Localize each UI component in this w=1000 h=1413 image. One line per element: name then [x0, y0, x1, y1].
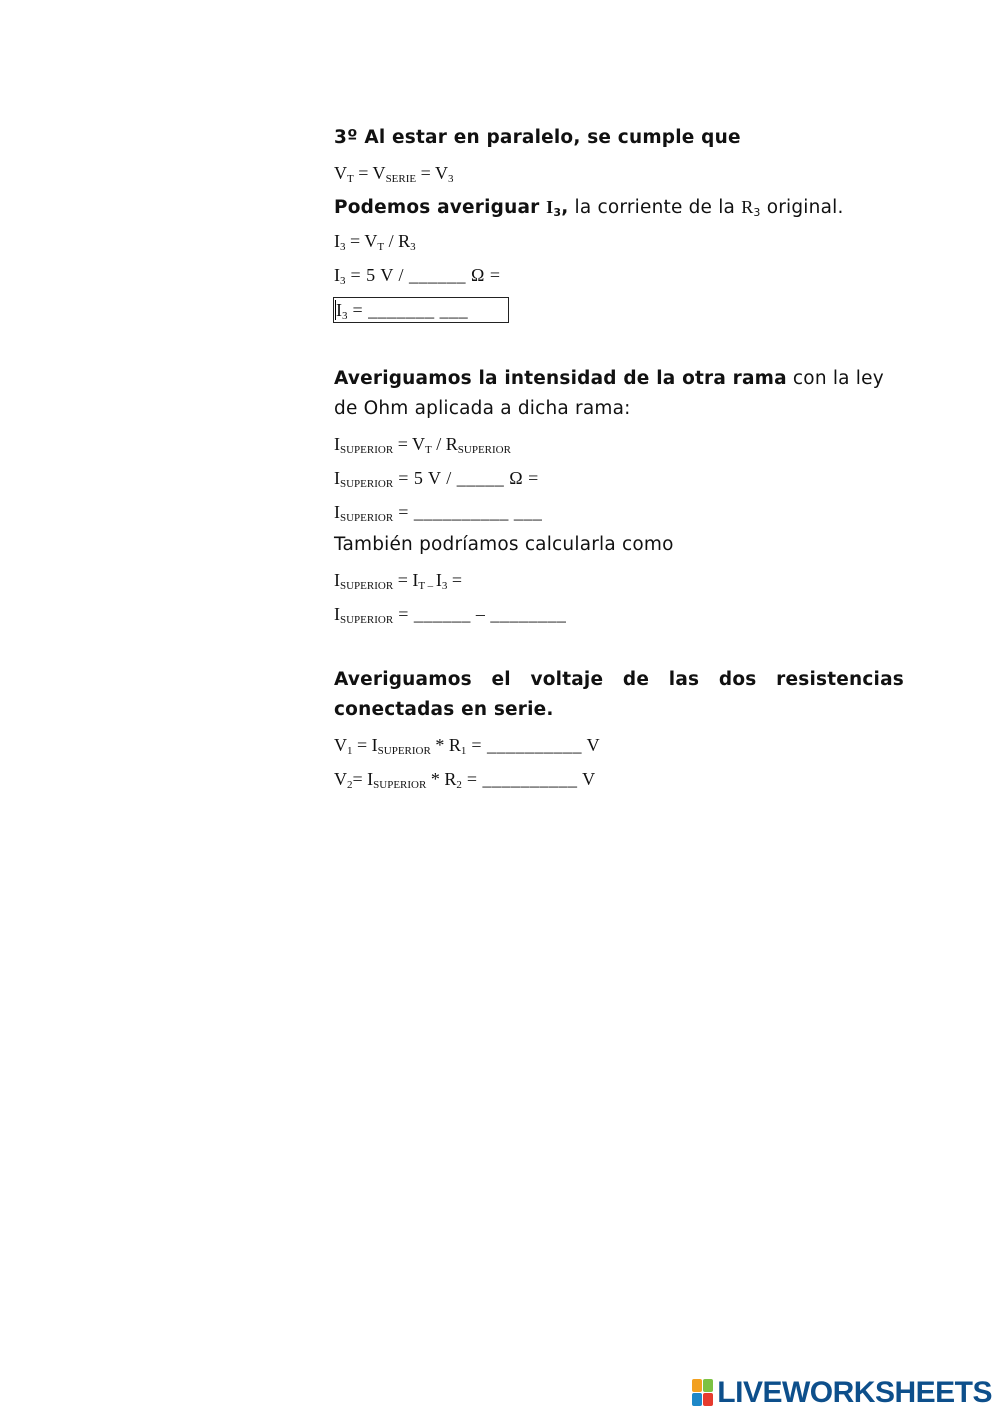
intro-sub: 3 [553, 206, 562, 219]
section2-eq-alt-formula [334, 569, 462, 591]
section2-alt-text: También podríamos calcularla como [334, 534, 674, 555]
eq-sub: 2 [347, 779, 353, 791]
intro-bold: Podemos averiguar [334, 197, 547, 218]
eq-text: I [334, 502, 340, 522]
blank-voltage-field[interactable]: = __________ V [466, 735, 601, 755]
section2-eq-result[interactable] [334, 501, 542, 523]
section1-intro [334, 196, 844, 219]
blank-answer: = _______ ___ [347, 300, 469, 320]
eq-text: = [447, 570, 463, 590]
eq-sub: 3 [340, 275, 346, 287]
eq-sub: 3 [340, 241, 346, 253]
section3-eq-v1[interactable] [334, 734, 600, 756]
intro-rest: la corriente de la [568, 197, 742, 218]
eq-sub: 2 [456, 779, 462, 791]
eq-sub: 1 [460, 745, 467, 757]
eq-text: = V [393, 434, 426, 454]
intro-end: original. [760, 197, 844, 218]
eq-sub: SUPERIOR [340, 444, 394, 456]
blank-subtraction-field[interactable]: = ______ – ________ [393, 604, 567, 624]
section1-eq-vt [334, 162, 453, 184]
logo-text: LIVEWORKSHEETS [717, 1376, 992, 1409]
section1-eq-i3-formula [334, 230, 416, 252]
eq-sub: SUPERIOR [377, 745, 431, 757]
logo-square-icon [692, 1379, 702, 1392]
eq-text: * R [430, 735, 461, 755]
eq-text: = I [393, 570, 419, 590]
eq-sub: SUPERIOR [340, 614, 394, 626]
section2-heading-line2 [334, 398, 631, 420]
eq-text: = V [353, 163, 386, 183]
eq-text: = V [345, 231, 378, 251]
eq-text: / R [384, 231, 411, 251]
eq-sub: 1 [347, 745, 353, 757]
eq-sub: 3 [441, 580, 448, 592]
logo-square-icon [703, 1393, 713, 1406]
logo-square-icon [692, 1393, 702, 1406]
eq-text: * R [426, 769, 457, 789]
eq-text: = V [416, 163, 448, 183]
eq-text: V [334, 163, 347, 183]
intro-r: R [741, 197, 754, 217]
eq-sub: T [347, 173, 354, 185]
section3-heading-text: Averiguamos el voltaje de las dos resistencias [334, 669, 904, 690]
section3-heading [334, 669, 904, 691]
intro-r-sub: 3 [753, 206, 761, 219]
section2-eq-fill[interactable] [334, 467, 539, 489]
eq-sub: SUPERIOR [373, 779, 427, 791]
intro-comma: , [561, 197, 569, 218]
eq-sub: 3 [447, 173, 454, 185]
blank-resistance-field[interactable]: = 5 V / _____ Ω = [393, 468, 539, 488]
eq-text: I [334, 468, 340, 488]
eq-sub: 3 [410, 241, 416, 253]
answer-input-i3[interactable] [333, 297, 509, 323]
section3-eq-v2[interactable] [334, 768, 596, 790]
eq-sub: SUPERIOR [340, 580, 394, 592]
section2-eq-alt-fill[interactable] [334, 603, 566, 625]
section2-eq-formula [334, 433, 511, 455]
section2-heading [334, 368, 884, 390]
eq-text: I [336, 300, 342, 320]
liveworksheets-logo[interactable] [692, 1376, 992, 1410]
section3-heading-line2 [334, 699, 554, 721]
section2-heading-rest: con la ley [786, 368, 884, 389]
eq-text: I [334, 434, 340, 454]
section1-heading [334, 127, 741, 149]
eq-sub: SERIE [385, 173, 417, 185]
eq-text: V [334, 769, 347, 789]
eq-sub: T [425, 444, 432, 456]
section1-eq-i3-fill[interactable] [334, 264, 501, 286]
logo-mark-icon [692, 1379, 714, 1407]
eq-sub: SUPERIOR [340, 478, 394, 490]
section2-heading-bold: Averiguamos la intensidad de la otra rama [334, 368, 787, 389]
section1-heading-text: 3º Al estar en paralelo, se cumple que [334, 127, 741, 148]
blank-resistance-field[interactable]: = 5 V / ______ Ω = [345, 265, 501, 285]
blank-answer-field[interactable]: = __________ ___ [393, 502, 543, 522]
eq-text: I [334, 265, 340, 285]
eq-sub: 3 [342, 310, 348, 322]
eq-text: V [334, 735, 347, 755]
blank-voltage-field[interactable]: = __________ V [461, 769, 596, 789]
eq-text: = I [352, 735, 378, 755]
eq-text: / R [431, 434, 458, 454]
eq-sub: SUPERIOR [457, 444, 511, 456]
section2-alt [334, 534, 674, 556]
eq-text: I [334, 570, 340, 590]
eq-sub: SUPERIOR [340, 512, 394, 524]
section1-eq-i3-result[interactable] [333, 297, 509, 323]
eq-sub: T [377, 241, 385, 253]
logo-square-icon [703, 1379, 713, 1392]
section2-heading-line2-text: de Ohm aplicada a dicha rama: [334, 398, 631, 419]
eq-text: I [435, 570, 442, 590]
eq-text: I [334, 604, 340, 624]
eq-text: I [334, 231, 340, 251]
section3-heading-line2-text: conectadas en serie. [334, 699, 554, 720]
intro-symbol: I [546, 197, 554, 217]
eq-sub: T – [418, 580, 436, 592]
eq-text: = I [352, 769, 374, 789]
